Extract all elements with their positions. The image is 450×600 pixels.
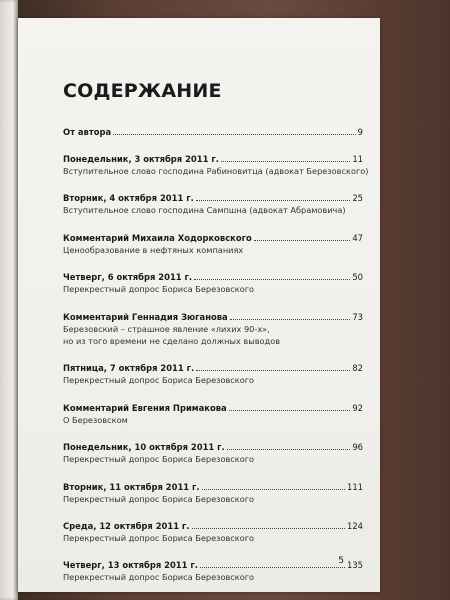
toc-entry xyxy=(63,271,363,295)
toc-entry xyxy=(63,520,363,544)
dot-leader xyxy=(230,318,351,320)
dot-leader xyxy=(202,488,345,490)
toc-entry xyxy=(63,481,363,505)
dot-leader xyxy=(229,409,351,411)
dot-leader xyxy=(194,278,350,280)
toc-entry-subtitle: Перекрестный допрос Бориса Березовского xyxy=(63,454,255,465)
page-title: СОДЕРЖАНИЕ xyxy=(63,80,222,102)
toc-entry-line xyxy=(63,232,363,244)
book-page xyxy=(18,18,380,592)
toc-entry-subtitle: Ценообразование в нефтяных компаниях xyxy=(63,244,244,255)
toc-entry-page: 11 xyxy=(352,154,363,164)
toc-entry-title: Комментарий Евгения Примакова xyxy=(63,402,227,413)
toc-entry xyxy=(63,441,363,465)
toc-entry-line xyxy=(63,362,363,374)
toc-entry xyxy=(63,311,363,348)
toc-entry-page: 82 xyxy=(352,363,363,374)
toc-entry xyxy=(63,362,363,386)
dot-leader xyxy=(200,566,345,568)
toc-entry-page: 92 xyxy=(352,402,363,413)
toc-entry-line xyxy=(63,520,363,532)
toc-entry-page: 124 xyxy=(347,521,363,532)
toc-entry-title: Пятница, 7 октября 2011 г. xyxy=(63,363,195,374)
toc-entry-subtitle-line2: но из того времени не сделано должных выводов xyxy=(63,336,281,347)
toc-entry-title: Вторник, 11 октября 2011 г. xyxy=(63,481,200,492)
toc-entry xyxy=(63,192,363,216)
toc-entry-page: 47 xyxy=(352,232,363,243)
toc-entry-line xyxy=(63,311,363,323)
toc-entry-page: 25 xyxy=(352,193,363,204)
toc-entry-subtitle: О Березовском xyxy=(63,414,128,425)
toc-entry-page: 96 xyxy=(352,442,363,453)
toc-entry-line xyxy=(63,402,363,414)
dot-leader xyxy=(113,133,356,135)
toc-entry-title: Четверг, 6 октября 2011 г. xyxy=(63,272,193,283)
page-number: 5 xyxy=(338,556,344,566)
dot-leader xyxy=(192,527,346,529)
toc-entry-line xyxy=(63,441,363,453)
toc-entry-subtitle: Перекрестный допрос Бориса Березовского xyxy=(63,284,255,295)
toc-entry-title: Четверг, 13 октября 2011 г. xyxy=(63,560,198,571)
toc-entry-line xyxy=(63,559,363,571)
toc-entry-line xyxy=(63,271,363,283)
facing-page-edge xyxy=(0,0,18,600)
toc-entry-line xyxy=(63,126,363,138)
toc-entry-subtitle: Вступительное слово господина Сампшна (адвокат Абрамовича) xyxy=(63,205,346,216)
toc-entry xyxy=(63,402,363,426)
toc-entry-title: Среда, 12 октября 2011 г. xyxy=(63,521,190,532)
toc-entry-subtitle: Вступительное слово господина Рабиновитца (адвокат Березовского) xyxy=(63,166,369,176)
dot-leader xyxy=(196,199,351,201)
toc-entry xyxy=(63,153,369,177)
toc-entry-page: 73 xyxy=(352,311,363,322)
toc-entry-title: Понедельник, 3 октября 2011 г. xyxy=(63,154,219,164)
toc-entry-line xyxy=(63,481,363,493)
toc-entry-subtitle: Березовский – страшное явление «лихих 90-х», xyxy=(63,323,270,334)
toc-entry-subtitle: Перекрестный допрос Бориса Березовского xyxy=(63,572,255,583)
dot-leader xyxy=(227,448,351,450)
dot-leader xyxy=(221,160,350,162)
toc-entry-title: От автора xyxy=(63,127,112,137)
toc-entry-title: Вторник, 4 октября 2011 г. xyxy=(63,193,194,204)
toc-entry-page: 9 xyxy=(357,127,363,137)
toc-entry-title: Комментарий Михаила Ходорковского xyxy=(63,232,252,243)
toc-entry-page: 50 xyxy=(352,272,363,283)
dot-leader xyxy=(196,369,350,371)
toc-entry-subtitle: Перекрестный допрос Бориса Березовского xyxy=(63,375,255,386)
toc-entry-page: 111 xyxy=(347,481,363,492)
toc-entry xyxy=(63,126,363,138)
dot-leader xyxy=(254,239,351,241)
toc-entry xyxy=(63,232,363,256)
toc-entry-title: Понедельник, 10 октября 2011 г. xyxy=(63,442,225,453)
toc-entry-page: 135 xyxy=(347,560,363,571)
toc-entry-subtitle: Перекрестный допрос Бориса Березовского xyxy=(63,493,255,504)
toc-entry xyxy=(63,559,363,583)
toc-entry-subtitle: Перекрестный допрос Бориса Березовского xyxy=(63,533,255,544)
table-of-contents xyxy=(63,126,369,599)
toc-entry-line xyxy=(63,153,363,165)
toc-entry-title: Комментарий Геннадия Зюганова xyxy=(63,311,228,322)
toc-entry-line xyxy=(63,192,363,204)
